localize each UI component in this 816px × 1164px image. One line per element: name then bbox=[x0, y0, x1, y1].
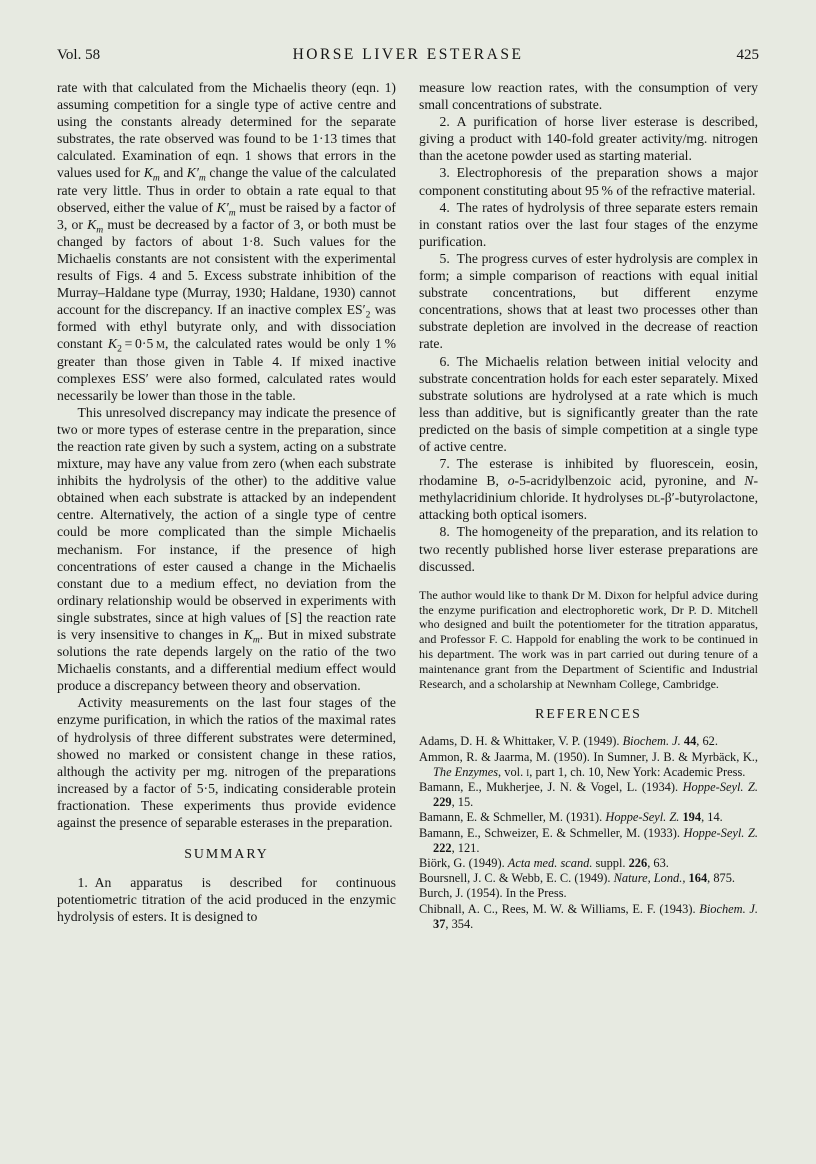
two-column-body bbox=[57, 79, 759, 932]
body-paragraph: Activity measurements on the last four stages of the enzyme purification, in which the ratios of the maximal rates of hydrolysis of three different substrates were determined, showed no marked or consistent change in these ratios, although the activity per mg. nitrogen of the preparations increased by a factor of 5·5, indicating considerable protein fractionation. These experiments thus provide evidence against the presence of separable esterases in the preparation. bbox=[57, 695, 396, 831]
summary-item-1-continued: measure low reaction rates, with the consumption of very small concentrations of substrate. bbox=[419, 80, 758, 113]
reference-entry: Ammon, R. & Jaarma, M. (1950). In Sumner, J. B. & Myrbäck, K., The Enzymes, vol. i, part 1, ch. 10, New York: Academic Press. bbox=[419, 749, 758, 779]
running-title: HORSE LIVER ESTERASE bbox=[292, 46, 524, 63]
body-paragraph: This unresolved discrepancy may indicate the presence of two or more types of esterase centre in the preparation, since the reaction rate given by such a system, acting on a substrate mixture, may have any value from zero (when each substrate inhibits the hydrolysis of the other) to the additive value obtained when each substrate is attacked by an independent centre. Alternatively, the action of a single type of centre could be more complicated than the simple Michaelis mechanism. For instance, if the presence of high concentrations of ester caused a change in the Michaelis constant due to a medium effect, no deviation from the ordinary relationship would be observed in experiments with single substrates, since at high values of [S] the reaction rate is very insensitive to changes in $K_m$. But in mixed substrate solutions the rate depends largely on the ratio of the two Michaelis constants, and a differential medium effect would produce a discrepancy between theory and observation. bbox=[57, 404, 396, 694]
summary-item-3: 3. Electrophoresis of the preparation shows a major component constituting about 95 % of the refractive material. bbox=[419, 165, 758, 198]
references-heading: REFERENCES bbox=[535, 706, 642, 722]
acknowledgment: The author would like to thank Dr M. Dixon for helpful advice during the enzyme purification and electrophoretic work, Dr P. D. Mitchell who designed and built the potentiometer for the titration apparatus, and Professor F. C. Happold for enabling the work to be continued in his department. The work was in part carried out during tenure of a maintenance grant from the Department of Scientific and Industrial Research, and a scholarship at Newnham College, Cambridge. bbox=[419, 587, 758, 691]
summary-item-2: 2. A purification of horse liver esterase is described, giving a product with 140-fold greater activity/mg. nitrogen than the acetone powder used as starting material. bbox=[419, 114, 758, 164]
page-header bbox=[57, 46, 759, 64]
summary-item-6: 6. The Michaelis relation between initial velocity and substrate concentration holds for each ester separately. Mixed substrate solutions are hydrolysed at a rate which is much less than additive, but is significantly greater than the rate predicted on the basis of simple competition at a single type of active centre. bbox=[419, 353, 758, 454]
body-paragraph: rate with that calculated from the Michaelis theory (eqn. 1) assuming competition for a single type of active centre and using the constants already determined for the separate substrates, the rate observed was found to be 1·13 times that calculated. Examination of eqn. 1 shows that errors in the values used for $K_m$ and $K'_m$ change the value of the calculated rate very little. Thus in order to obtain a rate equal to that observed, either the value of $K'_m$ must be raised by a factor of 3, or $K_m$ must be decreased by a factor of 3, or both must be changed by factors of about 1·8. Such values for the Michaelis constants are not consistent with the experimental results of Figs. 4 and 5. Excess substrate inhibition of the Murray–Haldane type (Murray, 1930; Haldane, 1930) cannot account for the discrepancy. If an inactive complex $ES'_2$ was formed with ethyl butyrate only, and with dissociation constant $K_2 = 0\cdot 5$ m, the calculated rates would be only 1 % greater than those given in Table 4. If mixed inactive complexes ESS′ were also formed, calculated rates would necessarily be lower than those in the table. bbox=[57, 80, 396, 403]
summary-item-4: 4. The rates of hydrolysis of three separate esters remain in constant ratios over the last four stages of the enzyme purification. bbox=[419, 199, 758, 249]
reference-entry: Biörk, G. (1949). Acta med. scand. suppl. 226, 63. bbox=[419, 855, 669, 870]
reference-entry: Bamann, E., Mukherjee, J. N. & Vogel, L. (1934). Hoppe-Seyl. Z. 229, 15. bbox=[419, 779, 758, 810]
summary-item-1: 1. An apparatus is described for continuous potentiometric titration of the acid produced in the enzymic hydrolysis of esters. It is designed to bbox=[57, 875, 396, 925]
summary-item-5: 5. The progress curves of ester hydrolysis are complex in form; a simple comparison of reactions with equal initial substrate concentrations, but different enzyme concentrations, shows that at least two processes other than substrate depletion are involved in the decrease of reaction rate. bbox=[419, 250, 758, 352]
summary-heading: SUMMARY bbox=[184, 846, 269, 862]
reference-entry: Bamann, E., Schweizer, E. & Schmeller, M. (1933). Hoppe-Seyl. Z. 222, 121. bbox=[419, 825, 758, 855]
right-column bbox=[419, 79, 758, 932]
left-column bbox=[57, 79, 396, 932]
reference-entry: Boursnell, J. C. & Webb, E. C. (1949). Nature, Lond., 164, 875. bbox=[419, 871, 736, 886]
volume-label: Vol. 58 bbox=[57, 47, 101, 63]
page-number: 425 bbox=[736, 47, 759, 63]
reference-entry: Chibnall, A. C., Rees, M. W. & Williams, E. F. (1943). Biochem. J. 37, 354. bbox=[419, 901, 758, 931]
reference-entry: Bamann, E. & Schmeller, M. (1931). Hoppe-Seyl. Z. 194, 14. bbox=[419, 810, 723, 825]
summary-item-8: 8. The homogeneity of the preparation, and its relation to two recently published horse liver esterase preparations are discussed. bbox=[419, 524, 758, 574]
summary-item-7: 7. The esterase is inhibited by fluorescein, eosin, rhodamine B, o-5-acridylbenzoic acid, pyronine, and N-methylacridinium chloride. It hydrolyses dl-β′-butyrolactone, attacking both optical isomers. bbox=[419, 456, 758, 523]
reference-entry: Adams, D. H. & Whittaker, V. P. (1949). Biochem. J. 44, 62. bbox=[419, 734, 718, 749]
reference-entry: Burch, J. (1954). In the Press. bbox=[419, 886, 567, 901]
